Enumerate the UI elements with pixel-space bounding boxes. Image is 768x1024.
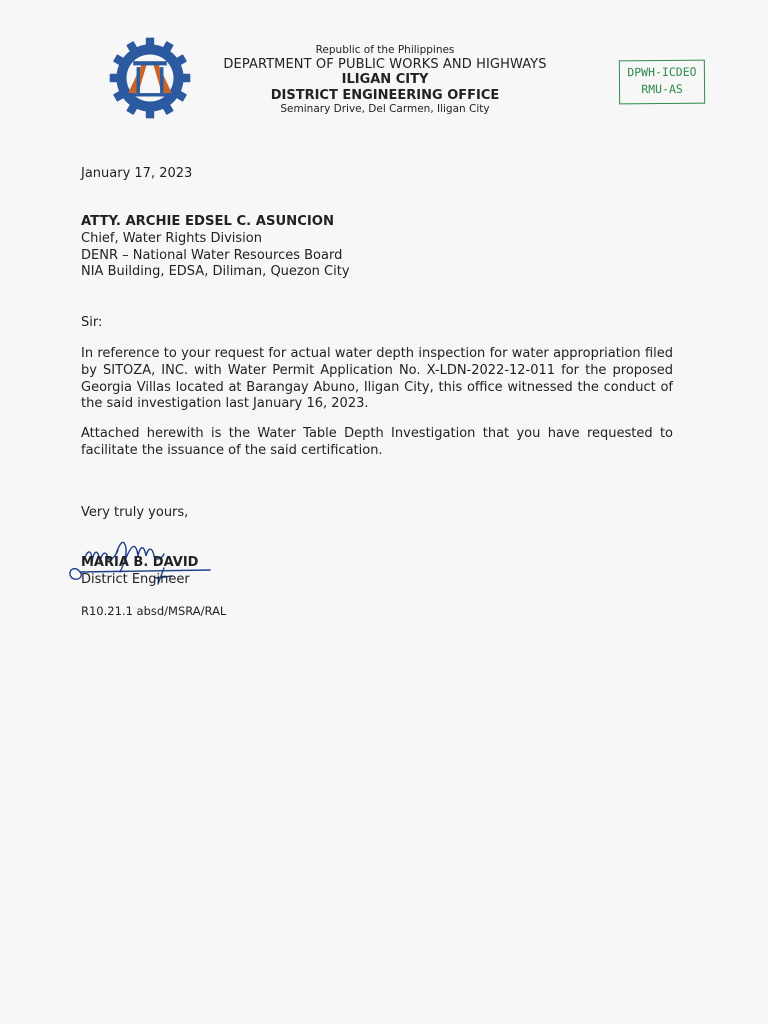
addressee-block	[81, 214, 350, 281]
addressee-name: ATTY. ARCHIE EDSEL C. ASUNCION	[81, 214, 335, 229]
letterhead-office: DISTRICT ENGINEERING OFFICE	[270, 87, 500, 103]
stamp-line-1: DPWH-ICDEO	[627, 64, 697, 80]
signer-name: MARIA B. DAVID	[81, 555, 199, 570]
letterhead-city: ILIGAN CITY	[341, 72, 429, 88]
reference-code: R10.21.1 absd/MSRA/RAL	[81, 604, 227, 618]
signer-block	[81, 555, 198, 589]
receiving-stamp	[619, 60, 705, 105]
signer-title: District Engineer	[81, 571, 190, 587]
closing: Very truly yours,	[81, 505, 189, 520]
letterhead-republic: Republic of the Philippines	[315, 44, 455, 56]
body-paragraph-1: In reference to your request for actual water depth inspection for water appropriation filed by SITOZA, INC. with Water Permit Application No. X-LDN-2022-12-011 for the proposed Georgia Villas located at Barangay Abuno, Iligan City, this office witnessed the conduct of the said investigation last January 16, 2023.	[81, 346, 673, 412]
body-paragraph-2: Attached herewith is the Water Table Depth Investigation that you have requested to facilitate the issuance of the said certification.	[81, 426, 673, 458]
addressee-title: Chief, Water Rights Division	[81, 230, 262, 246]
dpwh-logo-icon	[108, 36, 192, 120]
addressee-address: NIA Building, EDSA, Diliman, Quezon City	[81, 264, 350, 280]
stamp-line-2: RMU-AS	[641, 81, 683, 97]
letterhead-department: DEPARTMENT OF PUBLIC WORKS AND HIGHWAYS	[223, 56, 547, 72]
addressee-org: DENR – National Water Resources Board	[81, 247, 343, 263]
letterhead	[200, 44, 570, 116]
salutation: Sir:	[81, 315, 103, 330]
letter-date: January 17, 2023	[81, 166, 193, 181]
letterhead-address: Seminary Drive, Del Carmen, Iligan City	[280, 103, 490, 116]
